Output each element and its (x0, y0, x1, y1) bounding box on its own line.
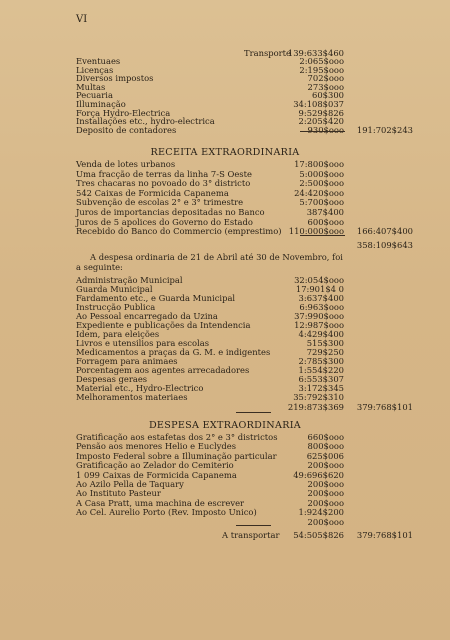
ledger-label: Eventuaes (76, 56, 121, 66)
ledger-value: 200$ooo (307, 516, 344, 527)
ledger-value: 3:172$345 (298, 383, 344, 393)
ledger-value: 17:800$ooo (294, 159, 344, 169)
ledger-value: 702$ooo (307, 73, 344, 84)
ledger-label: 542 Caixas de Formicida Capanema (76, 187, 229, 198)
ledger-label: Porcentagem aos agentes arrecadadores (76, 365, 250, 375)
ledger-label: Ao Azilo Pella de Taquary (76, 479, 184, 489)
ledger-value: 5:000$ooo (299, 168, 344, 179)
despesa-ord-rule (236, 412, 271, 413)
ledger-label: Installações etc., hydro-electrica (76, 116, 215, 127)
despesa-extra-rule (236, 525, 271, 526)
ledger-value: 110:000$ooo (288, 226, 344, 237)
ledger-label: Ao Cel. Aurelio Porto (Rev. Imposto Unico) (76, 507, 257, 518)
ledger-value: 600$ooo (307, 216, 344, 227)
ledger-value: 2:500$ooo (299, 178, 344, 189)
transporte-label: Transporte (244, 48, 292, 58)
ledger-label: 1 099 Caixas de Formicida Capanema (76, 469, 237, 480)
ledger-value: 200$ooo (307, 479, 344, 489)
ledger-label: Juros de 5 apolices do Governo do Estado (76, 216, 253, 227)
despesa-ord-total: 379:768$101 (356, 402, 413, 412)
a-transportar-total: 379:768$101 (356, 530, 413, 540)
despesa-ord-subtotal: 219:873$369 (287, 402, 344, 412)
page-number: VI (76, 14, 88, 25)
ledger-label: Guarda Municipal (76, 284, 153, 294)
ledger-label: Força Hydro-Electrica (76, 107, 171, 118)
ledger-value: 200$ooo (307, 488, 344, 499)
ledger-label: Tres chacaras no povoado do 3° districto (76, 178, 251, 189)
ledger-value: 49:696$620 (293, 469, 344, 480)
ledger-value: 625$006 (306, 450, 344, 461)
ledger-value: 729$250 (306, 347, 344, 357)
ledger-value: 1:554$220 (298, 365, 344, 375)
ledger-value: 387$400 (306, 207, 344, 217)
ledger-label: Ao Instituto Pasteur (76, 488, 161, 499)
ledger-value: 200$ooo (307, 460, 344, 471)
a-transportar-value: 54:505$826 (293, 530, 344, 540)
ledger-label: Gratificação ao Zelador do Cemiterio (76, 460, 234, 471)
ledger-value: 60$300 (312, 90, 344, 101)
ledger-value: 2:065$ooo (299, 56, 344, 66)
despesa-intro: A despesa ordinaria de 21 de Abril até 30 de Novembro, foi a seguinte: (76, 252, 343, 272)
ledger-label: Idem, para eleições (76, 329, 160, 339)
ledger-value: 35:792$310 (293, 392, 344, 402)
ledger-label: Recebido do Banco do Commercio (emprestimo) (76, 226, 282, 237)
ledger-label: Pensão aos menores Helio e Euclydes (76, 441, 237, 452)
ledger-label: Illuminação (76, 99, 126, 109)
ledger-label: Melhoramentos materiaes (76, 392, 188, 402)
ledger-label: Imposto Federal sobre a Illuminação particular (76, 450, 277, 461)
ledger-value: 1:924$200 (298, 507, 344, 518)
ledger-value: 12:987$ooo (294, 320, 344, 330)
receita-extra-rule (300, 235, 345, 236)
ledger-label: Expediente e publicações da Intendencia (76, 320, 251, 330)
ordinaria-rule (300, 131, 345, 132)
ledger-label: Livros e utensilios para escolas (76, 338, 210, 348)
ledger-label: Subvenção de escolas 2° e 3° trimestre (76, 197, 244, 208)
ledger-value: 660$ooo (307, 432, 344, 442)
ledger-value: 3:637$400 (298, 293, 344, 303)
ledger-label: Ao Pessoal encarregado da Uzina (76, 311, 218, 321)
receita-extraordinaria-title: RECEITA EXTRAORDINARIA (150, 147, 300, 158)
despesa-extraordinaria-title: DESPESA EXTRAORDINARIA (148, 420, 302, 431)
ledger-value: 800$ooo (307, 441, 344, 452)
ledger-value: 24:420$ooo (294, 187, 344, 198)
ledger-total: 166:407$400 (356, 226, 413, 237)
ledger-label: Medicamentos a praças da G. M. e indigentes (76, 347, 271, 357)
ledger-value: 2:195$ooo (299, 64, 344, 75)
transporte-value: 139:633$460 (287, 48, 344, 58)
ledger-value: 200$ooo (307, 497, 344, 508)
ledger-value: 6:553$307 (298, 374, 344, 384)
ledger-value: 273$ooo (307, 81, 344, 92)
ledger-label: Fardamento etc., e Guarda Municipal (76, 293, 236, 303)
ledger-value: 2:785$300 (298, 356, 344, 366)
grand-receita-value: 358:109$643 (356, 240, 413, 250)
ledger-value: 32:054$ooo (294, 275, 344, 285)
ledger-value: 515$300 (306, 338, 344, 348)
ledger-label: Administração Municipal (76, 275, 183, 285)
ledger-label: Juros de importancias depositadas no Banco (76, 207, 265, 217)
ledger-value: 37:990$ooo (294, 311, 344, 321)
ledger-label: Licenças (76, 64, 114, 75)
ledger-label: Despesas geraes (76, 374, 148, 384)
a-transportar-label: A transportar (222, 530, 280, 540)
ledger-total: 191:702$243 (356, 124, 413, 135)
ledger-label: Material etc., Hydro-Electrico (76, 383, 204, 393)
ledger-value: 930$ooo (307, 124, 344, 135)
ledger-label: Gratificação aos estafetas dos 2° e 3° districtos (76, 432, 278, 442)
ledger-value: 4:429$400 (298, 329, 344, 339)
ledger-label: Instrucção Publica (76, 302, 156, 312)
ledger-value: 5:700$ooo (299, 197, 344, 208)
ledger-value: 17:901$4 0 (295, 284, 344, 294)
ledger-label: Diversos impostos (76, 73, 154, 84)
ledger-value: 6:963$ooo (299, 302, 344, 312)
ledger-label: Venda de lotes urbanos (76, 159, 176, 169)
ledger-label: Pecuaria (76, 90, 113, 101)
ledger-value: 34:108$037 (293, 99, 344, 109)
ledger-label: Forragem para animaes (76, 356, 178, 366)
ledger-value: 9:529$826 (298, 107, 344, 118)
ledger-value: 2:205$420 (298, 116, 344, 127)
ledger-label: Deposito de contadores (76, 124, 177, 135)
ledger-label: Multas (76, 81, 106, 92)
ledger-label: Uma fracção de terras da linha 7-S Oeste (76, 168, 252, 179)
ledger-label: A Casa Pratt, uma machina de escrever (76, 497, 245, 508)
